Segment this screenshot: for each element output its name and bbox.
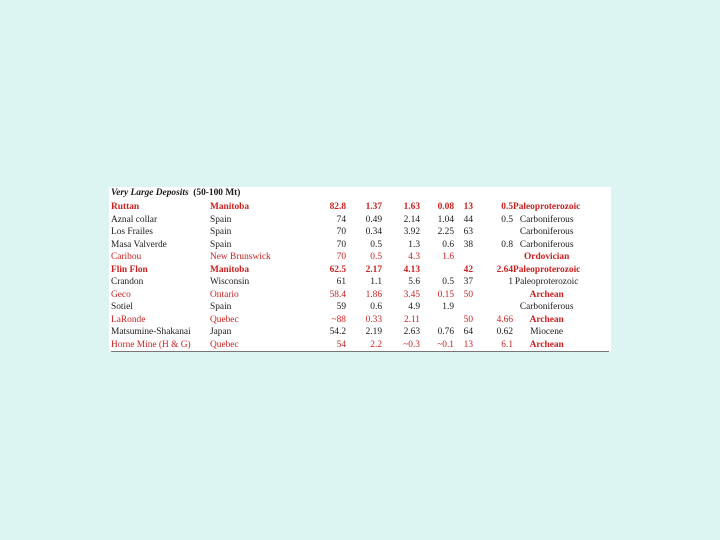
deposit-age: Carboniferous — [519, 239, 574, 250]
deposit-value-1: 70 — [336, 252, 346, 262]
deposit-age: Miocene — [530, 327, 564, 337]
deposit-name: Caribou — [111, 252, 142, 262]
deposit-value-1: ~88 — [331, 314, 346, 325]
deposit-value-3: 1.63 — [403, 202, 420, 212]
deposit-name: LaRonde — [111, 314, 146, 325]
deposit-value-4: 0.15 — [437, 289, 454, 300]
deposit-value-3: 4.3 — [408, 252, 420, 262]
deposit-value-5: 63 — [463, 227, 473, 237]
deposit-value-3: 2.14 — [403, 214, 420, 225]
deposit-value-1: 62.5 — [329, 264, 346, 275]
deposit-value-6: 1 — [508, 277, 513, 287]
deposit-value-3: ~0.3 — [403, 339, 420, 350]
deposit-value-6 — [473, 301, 513, 314]
deposit-value-2: 0.5 — [370, 252, 382, 262]
deposit-age: Archean — [529, 314, 564, 325]
deposit-value-6: 2.64 — [496, 264, 513, 275]
table-row — [111, 314, 580, 327]
table-row — [111, 214, 580, 227]
deposit-value-6: 0.5 — [501, 202, 513, 212]
deposit-value-1: 74 — [336, 214, 346, 225]
deposit-age: Ordovician — [524, 252, 570, 262]
deposit-age: Carboniferous — [519, 214, 574, 225]
table-row — [111, 339, 580, 352]
table-row — [111, 276, 580, 289]
deposit-location: Ontario — [210, 289, 239, 300]
deposit-value-6: 0.8 — [501, 239, 513, 250]
deposit-value-3: 2.63 — [403, 327, 420, 337]
deposit-value-5 — [454, 301, 473, 314]
deposit-value-6: 0.5 — [501, 214, 513, 225]
table-bottom-rule — [111, 351, 609, 352]
deposit-value-4: ~0.1 — [437, 339, 454, 350]
deposit-value-2: 0.6 — [370, 302, 382, 312]
table-title-label: Very Large Deposits — [111, 188, 189, 198]
deposit-name: Ruttan — [111, 202, 140, 212]
deposit-value-1: 54 — [336, 339, 346, 350]
deposit-name: Geco — [111, 289, 131, 300]
deposit-age: Paleoproterozoic — [513, 264, 581, 275]
deposit-value-2: 2.2 — [370, 339, 382, 350]
table-row — [111, 251, 580, 264]
deposit-value-5: 50 — [463, 314, 473, 325]
deposit-value-5 — [454, 251, 473, 264]
deposit-value-2: 0.49 — [365, 214, 382, 225]
deposit-value-3: 4.9 — [408, 302, 420, 312]
deposit-value-4: 1.04 — [437, 214, 454, 225]
deposit-value-6 — [473, 226, 513, 239]
deposit-location: Wisconsin — [210, 277, 250, 287]
deposit-value-5: 13 — [463, 339, 473, 350]
deposit-location: New Brunswick — [210, 252, 271, 262]
deposit-value-2: 1.37 — [365, 202, 382, 212]
deposits-table-panel — [109, 187, 611, 352]
deposit-value-1: 70 — [336, 239, 346, 250]
deposit-value-4: 1.9 — [442, 302, 454, 312]
table-row — [111, 201, 580, 214]
deposit-value-2: 0.34 — [365, 227, 382, 237]
deposit-value-5: 64 — [463, 327, 473, 337]
deposit-location: Spain — [210, 302, 232, 312]
deposit-value-1: 70 — [336, 227, 346, 237]
deposit-name: Crandon — [111, 277, 144, 287]
deposit-value-5: 13 — [463, 202, 473, 212]
deposit-value-2: 0.33 — [365, 314, 382, 325]
deposit-value-4: 0.5 — [442, 277, 454, 287]
deposit-value-2: 2.19 — [365, 327, 382, 337]
deposit-value-5: 37 — [463, 277, 473, 287]
deposit-name: Aznal collar — [111, 214, 158, 225]
deposit-location: Japan — [210, 327, 232, 337]
deposit-location: Spain — [210, 214, 232, 225]
deposit-value-2: 1.1 — [370, 277, 382, 287]
deposit-value-3: 5.6 — [408, 277, 420, 287]
deposit-name: Los Frailes — [111, 227, 153, 237]
deposit-value-3: 3.92 — [403, 227, 420, 237]
deposit-value-6 — [473, 251, 513, 264]
deposit-value-6: 0.62 — [496, 327, 513, 337]
deposit-age: Carboniferous — [519, 227, 574, 237]
deposit-value-1: 82.8 — [329, 202, 346, 212]
deposit-location: Spain — [210, 239, 232, 250]
deposit-value-6: 4.66 — [496, 314, 513, 325]
deposit-name: Flin Flon — [111, 264, 148, 275]
table-title-range: (50-100 Mt) — [193, 188, 241, 198]
deposit-value-4 — [420, 314, 454, 327]
table-row — [111, 289, 580, 302]
deposit-name: Masa Valverde — [111, 239, 167, 250]
deposit-location: Spain — [210, 227, 232, 237]
table-row — [111, 226, 580, 239]
deposit-value-1: 59 — [336, 302, 346, 312]
table-row — [111, 326, 580, 339]
deposit-value-4 — [420, 264, 454, 277]
deposit-location: Manitoba — [210, 264, 250, 275]
deposits-table — [111, 187, 580, 351]
deposit-value-1: 58.4 — [329, 289, 346, 300]
deposit-value-3: 4.13 — [403, 264, 420, 275]
table-row — [111, 301, 580, 314]
table-title-row — [111, 187, 580, 201]
deposit-age: Archean — [529, 289, 564, 300]
deposit-age: Paleoproterozoic — [514, 277, 579, 287]
deposit-value-3: 1.3 — [408, 239, 420, 250]
table-title — [111, 187, 580, 201]
deposit-value-4: 2.25 — [437, 227, 454, 237]
deposit-value-4: 1.6 — [442, 252, 454, 262]
deposit-age: Carboniferous — [519, 302, 574, 312]
deposit-age: Paleoproterozoic — [513, 202, 581, 212]
table-row — [111, 264, 580, 277]
deposit-name: Sotiel — [111, 302, 133, 312]
deposit-value-3: 2.11 — [403, 314, 420, 325]
deposit-value-4: 0.08 — [437, 202, 454, 212]
deposit-age: Archean — [529, 339, 564, 350]
deposit-value-2: 0.5 — [370, 239, 382, 250]
deposit-name: Matsumine-Shakanai — [111, 327, 191, 337]
deposit-value-1: 61 — [336, 277, 346, 287]
deposit-value-6 — [473, 289, 513, 302]
deposit-location: Quebec — [210, 339, 239, 350]
deposit-value-5: 44 — [463, 214, 473, 225]
deposit-location: Quebec — [210, 314, 239, 325]
deposit-value-2: 1.86 — [365, 289, 382, 300]
deposit-value-4: 0.76 — [437, 327, 454, 337]
deposit-value-1: 54.2 — [329, 327, 346, 337]
deposit-value-5: 42 — [463, 264, 473, 275]
deposit-value-3: 3.45 — [403, 289, 420, 300]
deposit-name: Horne Mine (H & G) — [111, 339, 191, 350]
table-row — [111, 239, 580, 252]
deposit-value-5: 50 — [463, 289, 473, 300]
deposit-location: Manitoba — [210, 202, 250, 212]
deposit-value-5: 38 — [463, 239, 473, 250]
deposit-value-2: 2.17 — [365, 264, 382, 275]
deposit-value-4: 0.6 — [442, 239, 454, 250]
deposit-value-6: 6.1 — [501, 339, 513, 350]
